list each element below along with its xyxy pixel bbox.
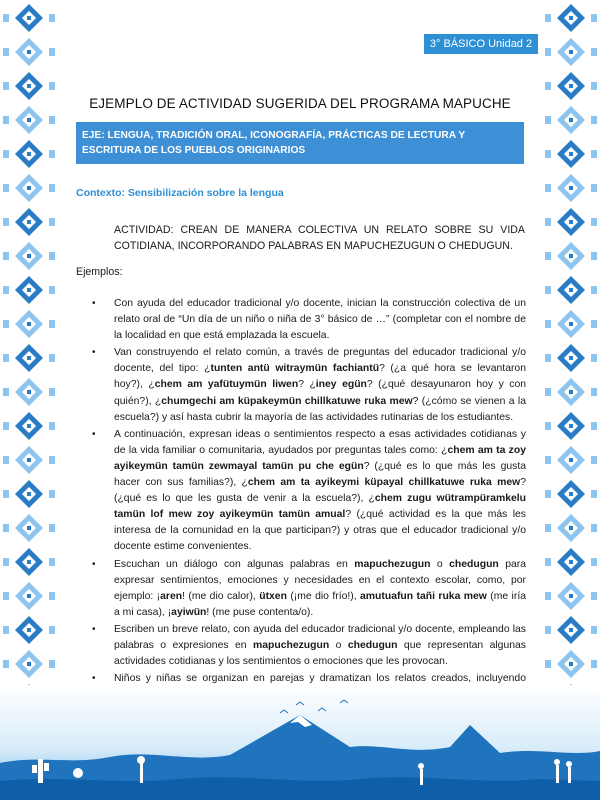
actividad-text: ACTIVIDAD: CREAN DE MANERA COLECTIVA UN RELATO SOBRE SU VIDA COTIDIANA, INCORPORANDO PALABRAS EN MAPUCHEZUGUN O CHEDUGUN.	[114, 224, 525, 252]
mapuche-term: chem am ta ayikeymi küpayal chillkatuwe ruka mew	[247, 477, 521, 489]
page-title: EJEMPLO DE ACTIVIDAD SUGERIDA DEL PROGRAMA MAPUCHE	[89, 96, 511, 111]
mapuche-term: iney egün	[315, 379, 367, 391]
list-item-text: (me iría a mi casa), ¡	[114, 590, 526, 618]
list-item-text: Escuchan un diálogo con algunas palabras en	[114, 558, 355, 570]
list-item	[90, 427, 526, 556]
list-item	[90, 296, 526, 344]
eje-banner: EJE: LENGUA, TRADICIÓN ORAL, ICONOGRAFÍA, PRÁCTICAS DE LECTURA Y ESCRITURA DE LOS PUEBLOS ORIGINARIOS	[76, 122, 524, 164]
list-item-text: Van construyendo el relato común, a través de preguntas del educador tradicional y/o docente, del tipo: ¿	[114, 347, 526, 375]
mapuche-term: aren	[160, 590, 183, 602]
list-item-text: ? (¿qué actividad es la que más les interesa de la comunidad en la que participan?) y otras que el educador tradicional y/o docente estime convenientes.	[114, 509, 527, 553]
list-item-text: o	[430, 558, 450, 570]
mapuche-term: ayiwün	[171, 606, 207, 618]
list-item-text: ! (me dio calor),	[182, 590, 260, 602]
grade-unit-tab: 3° BÁSICO Unidad 2	[424, 34, 538, 54]
list-item	[90, 622, 526, 670]
list-item-text: o	[329, 639, 348, 651]
ejemplos-label: Ejemplos:	[76, 266, 123, 278]
list-item-text: Escriben un breve relato, con ayuda del educador tradicional y/o docente, empleando las palabras o expresiones en	[114, 623, 526, 651]
list-item-text: Niños y niñas se organizan en parejas y dramatizan los relatos creados, incluyendo	[114, 673, 526, 685]
list-item-text: ? (¿cómo se vienen a la escuela?) y así hasta cubrir la mayoría de las actividades rutinarias de los estudiantes.	[114, 395, 526, 423]
examples-list	[90, 296, 526, 704]
mapuche-term: mapuchezugun	[252, 639, 330, 651]
bullet-icon: •	[92, 673, 96, 685]
mapuche-term: chem am ta zoy ayikeymün tamün zewmayal tamün pu che egün	[114, 444, 526, 472]
mapuche-term: mapuchezugun	[354, 558, 431, 570]
left-border-pattern	[0, 0, 58, 800]
list-item-text: Con ayuda del educador tradicional y/o docente, inician la construcción colectiva de un relato oral de “Un día de un niño o niña de 3° básico de …” (completar con el nombre de la localidad en que está emplazada la escuela.	[114, 298, 526, 342]
list-item-text: ? ¿	[298, 379, 316, 391]
mapuche-term: chem zugu wütrampüramkelu tamün lof mew zoy ayikeymün tamün amual	[114, 493, 527, 521]
mapuche-term: ütxen	[259, 590, 287, 602]
mapuche-term: chedugun	[347, 639, 398, 651]
mapuche-term: chem am yafütuymün liwen	[154, 379, 299, 391]
bullet-icon: •	[92, 428, 96, 440]
landscape-illustration	[0, 685, 600, 800]
list-item-text: ? (¿qué desayunaron hoy y con quién?), ¿	[114, 379, 526, 407]
mapuche-term: chumgechi am küpakeymün chillkatuwe ruka mew	[161, 395, 413, 407]
bullet-icon: •	[92, 558, 96, 570]
list-item	[90, 345, 526, 425]
mapuche-term: amutuafun tañi ruka mew	[360, 590, 487, 602]
list-item-text: ? (¿a qué hora se levantaron hoy?), ¿	[114, 363, 526, 391]
list-item-text: ? (¿qué es lo que les gusta de venir a la escuela?), ¿	[114, 477, 527, 505]
right-border-pattern	[542, 0, 600, 800]
list-item-text: que representan algunas actividades cotidianas y los sentimientos o emociones que les provocan.	[114, 639, 526, 668]
contexto-heading: Contexto: Sensibilización sobre la lengua	[76, 187, 284, 199]
list-item-text: A continuación, expresan ideas o sentimientos respecto a esas actividades cotidianas y de la vida familiar o comunitaria, ayudados por preguntas tales como: ¿	[114, 428, 526, 456]
bullet-icon: •	[92, 298, 96, 309]
list-item-text: ? (¿qué es lo que más les gusta hacer con sus familias?), ¿	[114, 460, 526, 489]
list-item	[90, 557, 526, 621]
list-item-text: (¡me dio frío!),	[286, 590, 361, 602]
bullet-icon: •	[92, 623, 96, 635]
mapuche-term: tunten antü witraymün fachiantü	[210, 363, 380, 375]
mapuche-term: chedugun	[449, 558, 499, 570]
list-item-text: para expresar sentimientos, emociones y necesidades en el contexto escolar, como, por ejemplo: ¡	[114, 558, 526, 602]
bullet-icon: •	[92, 347, 96, 359]
list-item-text: ! (me puse contenta/o).	[206, 606, 314, 618]
